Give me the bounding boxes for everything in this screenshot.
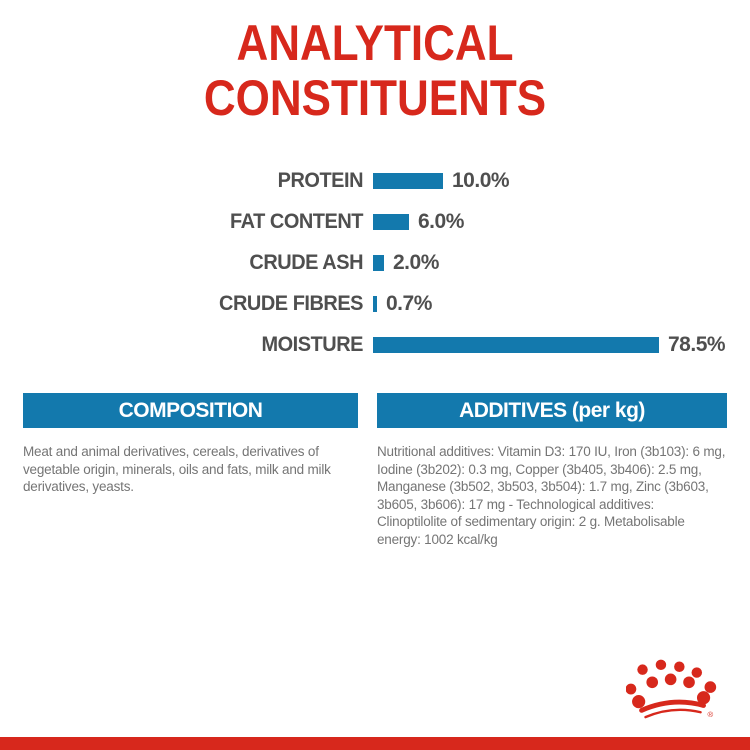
chart-value-label: 6.0% [418,209,464,233]
footer-red-bar [0,737,750,750]
page-title [45,16,705,126]
chart-row-protein [0,160,750,201]
chart-value-label: 0.7% [386,291,432,315]
chart-category-label: MOISTURE [261,332,363,356]
chart-category-label: FAT CONTENT [230,209,363,233]
additives-header: ADDITIVES (per kg) [377,393,727,428]
additives-text: Nutritional additives: Vitamin D3: 170 IU, Iron (3b103): 6 mg, Iodine (3b202): 0.3 mg, Copper (3b405, 3b406): 2.5 mg, Manganese (3b502, 3b503, 3b504): 1.7 mg, Zinc (3b603, 3b605, 3b606): 17 mg - Technological additives: Clinoptilolite of sedimentary origin: 2 g. Metabolisable energy: 1002 kcal/kg [377,444,726,547]
composition-section [23,393,358,496]
chart-category-label: CRUDE FIBRES [219,291,363,315]
page-title-line1: ANALYTICAL [236,15,514,71]
analytical-constituents-chart [0,160,750,365]
chart-row-moisture [0,324,750,365]
chart-row-crude-ash [0,242,750,283]
additives-section [377,393,727,548]
royal-canin-crown-logo [626,659,723,721]
chart-category-label: CRUDE ASH [249,250,363,274]
chart-bar [373,214,409,230]
chart-value-label: 2.0% [393,250,439,274]
chart-bar [373,173,443,189]
chart-row-fat-content [0,201,750,242]
chart-category-label: PROTEIN [277,168,363,192]
chart-row-crude-fibres [0,283,750,324]
composition-text: Meat and animal derivatives, cereals, derivatives of vegetable origin, minerals, oils and fats, milk and milk derivatives, yeasts. [23,444,331,494]
chart-value-label: 78.5% [668,332,726,356]
composition-header: COMPOSITION [23,393,358,428]
registered-trademark-symbol: ® [707,710,714,720]
chart-bar [373,255,384,271]
chart-bar [373,337,659,353]
page-title-line2: CONSTITUENTS [203,70,547,126]
chart-bar [373,296,377,312]
chart-value-label: 10.0% [452,168,510,192]
